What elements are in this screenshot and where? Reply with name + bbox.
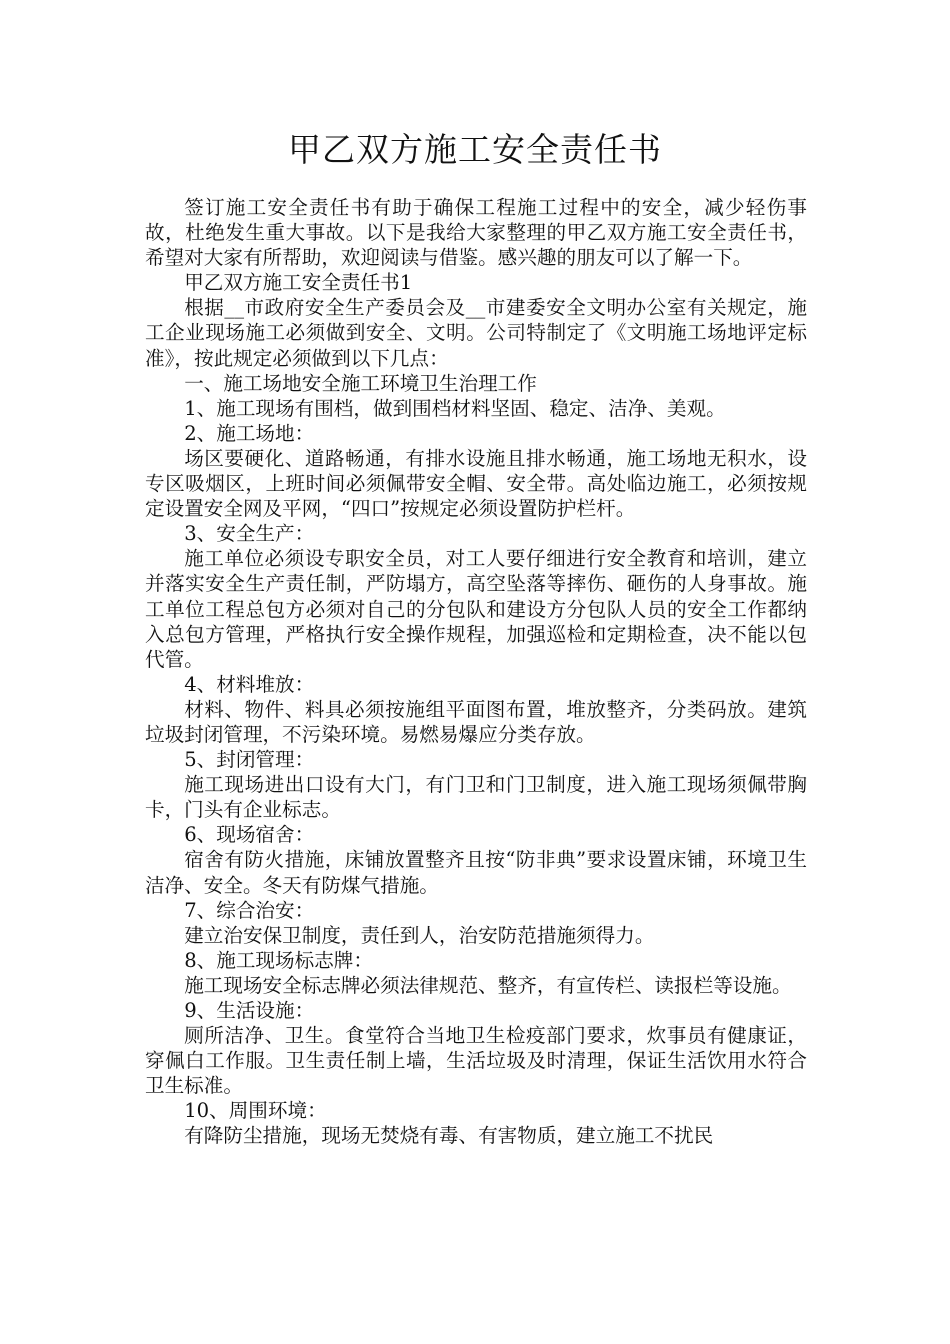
paragraph: 有降防尘措施，现场无焚烧有毒、有害物质，建立施工不扰民 bbox=[184, 1124, 714, 1148]
document-title: 甲乙双方施工安全责任书 bbox=[288, 130, 662, 169]
paragraph: 建立治安保卫制度，责任到人，治安防范措施须得力。 bbox=[184, 923, 655, 947]
paragraph: 厕所洁净、卫生。食堂符合当地卫生检疫部门要求，炊事员有健康证，穿佩白工作服。卫生责任制上墙，生活垃圾及时清理，保证生活饮用水符合卫生标准。 bbox=[145, 1024, 807, 1098]
section-heading: 甲乙双方施工安全责任书1 bbox=[184, 271, 413, 295]
paragraph: 宿舍有防火措施，床铺放置整齐且按“防非典”要求设置床铺，环境卫生洁净、安全。冬天有防煤气措施。 bbox=[145, 848, 807, 897]
item-heading: 2、施工场地： bbox=[184, 421, 315, 445]
item-heading: 3、安全生产： bbox=[184, 522, 315, 546]
paragraph: 施工现场进出口设有大门，有门卫和门卫制度，进入施工现场须佩带胸卡，门头有企业标志。 bbox=[145, 773, 807, 822]
item-heading: 8、施工现场标志牌： bbox=[184, 948, 373, 972]
document-body bbox=[145, 195, 807, 1149]
item-heading: 9、生活设施： bbox=[184, 999, 315, 1022]
paragraph: 1、施工现场有围档，做到围档材料坚固、稳定、洁净、美观。 bbox=[184, 396, 726, 420]
item-heading: 5、封闭管理： bbox=[184, 748, 315, 772]
paragraph: 施工现场安全标志牌必须法律规范、整齐，有宣传栏、读报栏等设施。 bbox=[184, 973, 792, 997]
paragraph: 根据__市政府安全生产委员会及__市建委安全文明办公室有关规定，施工企业现场施工必须做到安全、文明。公司特制定了《文明施工场地评定标准》，按此规定必须做到以下几点： bbox=[145, 296, 807, 370]
paragraph: 场区要硬化、道路畅通，有排水设施且排水畅通，施工场地无积水，设专区吸烟区，上班时间必须佩带安全帽、安全带。高处临边施工，必须按规定设置安全网及平网，“四口”按规定必须设置防护栏杆。 bbox=[145, 446, 807, 521]
item-heading: 4、材料堆放： bbox=[184, 672, 315, 696]
paragraph: 材料、物件、料具必须按施组平面图布置，堆放整齐，分类码放。建筑垃圾封闭管理，不污染环境。易燃易爆应分类存放。 bbox=[145, 697, 807, 746]
section-heading: 一、施工场地安全施工环境卫生治理工作 bbox=[184, 371, 537, 395]
item-heading: 7、综合治安： bbox=[184, 898, 315, 922]
paragraph: 签订施工安全责任书有助于确保工程施工过程中的安全，减少轻伤事故，杜绝发生重大事故。以下是我给大家整理的甲乙双方施工安全责任书，希望对大家有所帮助，欢迎阅读与借鉴。感兴趣的朋友可以了解一下。 bbox=[145, 196, 807, 270]
item-heading: 6、现场宿舍： bbox=[184, 823, 315, 847]
item-heading: 10、周围环境： bbox=[184, 1099, 327, 1123]
paragraph: 施工单位必须设专职安全员，对工人要仔细进行安全教育和培训，建立并落实安全生产责任制，严防塌方，高空坠落等摔伤、砸伤的人身事故。施工单位工程总包方必须对自己的分包队和建设方分包队人员的安全工作都纳入总包方管理，严格执行安全操作规程，加强巡检和定期检查，决不能以包代管。 bbox=[145, 547, 807, 671]
